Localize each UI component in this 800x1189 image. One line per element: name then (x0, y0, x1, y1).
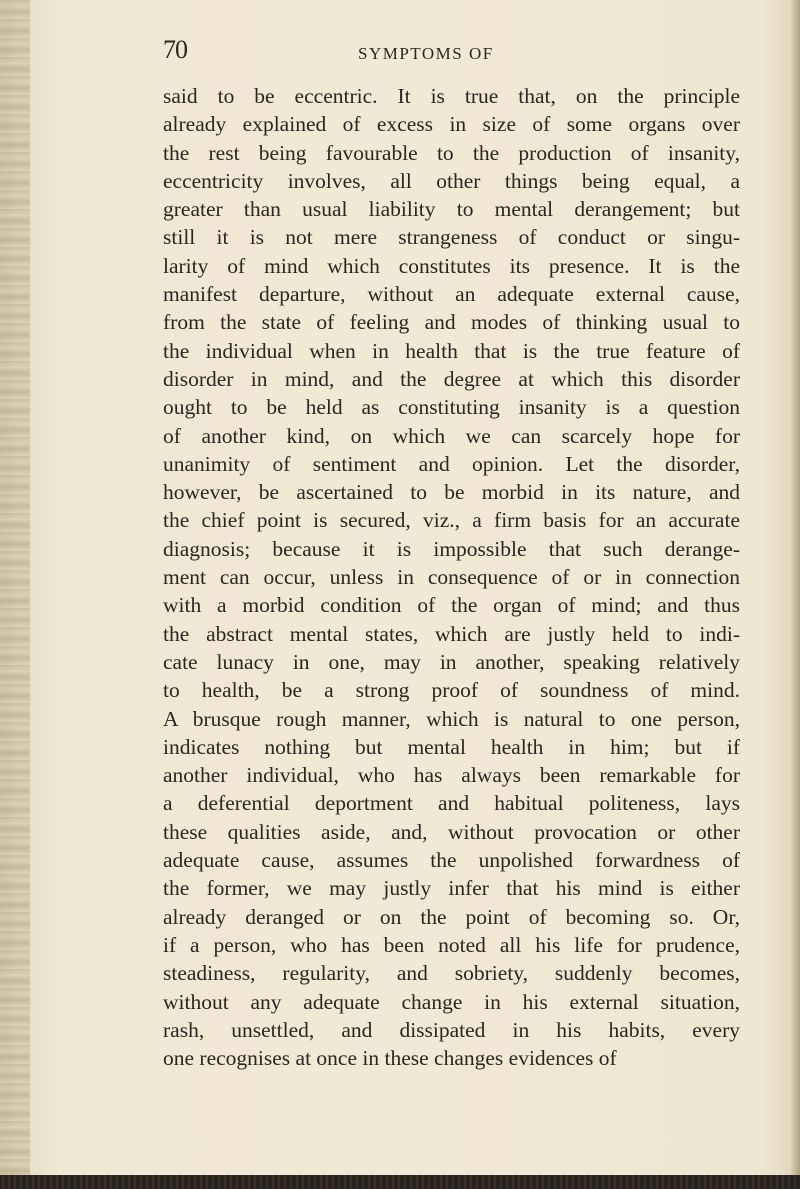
text-line: with a morbid condition of the organ of mind; and thus (163, 593, 740, 618)
text-line: the rest being favourable to the production of insanity, (163, 140, 740, 165)
text-line: these qualities aside, and, without provocation or other (163, 819, 740, 844)
text-line: already explained of excess in size of some organs over (163, 112, 740, 137)
page-number: 70 (163, 35, 187, 64)
text-line: ought to be held as constituting insanity is a question (163, 395, 740, 420)
text-line: if a person, who has been noted all his life for prudence, (163, 932, 740, 957)
text-line: ment can occur, unless in consequence of or in connection (163, 565, 740, 590)
text-line: to health, be a strong proof of soundness of mind. (163, 678, 740, 703)
page-right-edge (790, 0, 800, 1189)
text-line: larity of mind which constitutes its presence. It is the (163, 253, 740, 278)
text-line: another individual, who has always been remarkable for (163, 763, 740, 788)
text-line: A brusque rough manner, which is natural to one person, (163, 706, 740, 731)
text-line: of another kind, on which we can scarcely hope for (163, 423, 740, 448)
page-binding-edge (0, 0, 30, 1189)
text-line: without any adequate change in his external situation, (163, 989, 740, 1014)
text-line: still it is not mere strangeness of conduct or singu- (163, 225, 740, 250)
text-line: unanimity of sentiment and opinion. Let the disorder, (163, 451, 740, 476)
text-line: steadiness, regularity, and sobriety, suddenly becomes, (163, 961, 740, 986)
text-line: diagnosis; because it is impossible that such derange- (163, 536, 740, 561)
text-line: a deferential deportment and habitual politeness, lays (163, 791, 740, 816)
text-line: manifest departure, without an adequate external cause, (163, 282, 740, 307)
text-line: the chief point is secured, viz., a firm basis for an accurate (163, 508, 740, 533)
text-line: greater than usual liability to mental derangement; but (163, 197, 740, 222)
page-bottom-edge (0, 1175, 800, 1189)
text-line: the abstract mental states, which are justly held to indi- (163, 621, 740, 646)
text-line: already deranged or on the point of becoming so. Or, (163, 904, 740, 929)
running-head: SYMPTOMS OF (358, 44, 494, 63)
text-line: however, be ascertained to be morbid in its nature, and (163, 480, 740, 505)
text-line: said to be eccentric. It is true that, on the principle (163, 84, 740, 108)
text-line: rash, unsettled, and dissipated in his habits, every (163, 1017, 740, 1042)
body-paragraph (163, 82, 740, 1072)
text-line: eccentricity involves, all other things being equal, a (163, 168, 740, 193)
text-line: indicates nothing but mental health in him; but if (163, 734, 740, 759)
text-line: one recognises at once in these changes evidences of (163, 1046, 617, 1071)
text-line: cate lunacy in one, may in another, speaking relatively (163, 649, 740, 674)
text-line: the individual when in health that is the true feature of (163, 338, 740, 363)
text-line: the former, we may justly infer that his mind is either (163, 876, 740, 901)
text-line: adequate cause, assumes the unpolished forwardness of (163, 848, 740, 873)
text-line: from the state of feeling and modes of thinking usual to (163, 310, 740, 335)
text-line: disorder in mind, and the degree at which this disorder (163, 366, 740, 391)
